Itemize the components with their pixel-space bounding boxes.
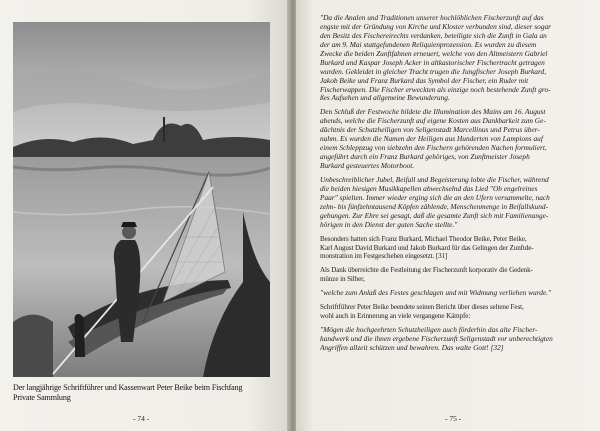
caption-line: Der langjährige Schriftführer und Kassenwart Peter Beike beim Fischfang — [13, 383, 243, 392]
text-line: Angriffen allzeit schützen und bewahren. Das walte Gott! [32] — [320, 343, 504, 352]
text-line: der am 9. Mai stattgefundenen Reliquienprozession. Es wurden zu diesem — [320, 40, 537, 49]
text-line: nahm. Es wurden die Namen der Heiligen aus Hunderten von Lampions auf — [320, 135, 543, 144]
text-line: Jakob Beike und Franz Burkard das Symbol der Fischer, ein Ruder mit — [320, 76, 529, 85]
text-line: hörigen in den Dienst der guten Sache stellte." — [320, 220, 458, 229]
text-line: Zwecke die beiden Zunftfahnen erneuert, welche von den Altmeistern Gabriel — [320, 49, 548, 58]
text-line: Burkard gesteuertes Motorboot. — [320, 162, 415, 170]
right-page-text — [320, 14, 588, 353]
text-line: wurden. Gekleidet in gleicher Tracht trugen die Jungfischer Joseph Burkard, — [320, 67, 547, 76]
caption-line: Private Sammlung — [13, 393, 71, 403]
text-line: monstration im Festgeschehen eingesetzt. [31] — [320, 252, 448, 261]
fisherman-photo-image — [13, 22, 270, 377]
text-line: Schriftführer Peter Beike beendete seinen Bericht über dieses seltene Fest, — [320, 303, 524, 312]
text-line: münze in Silber, — [320, 275, 365, 284]
left-page — [0, 0, 290, 431]
text-line: Karl August David Burkard und Jakob Burkard für das Gelingen der Zunftde- — [320, 243, 534, 252]
body-paragraph — [320, 266, 588, 284]
text-line: Als Dank überreichte die Festleitung der Fischerzunft korporativ die Gedenk- — [320, 266, 533, 275]
quoted-paragraph — [320, 108, 588, 171]
text-line: Den Schluß der Festwoche bildete die Illumination des Mains am 16. August — [320, 108, 546, 117]
text-line: Unbeschreiblicher Jubel, Beifall und Begeisterung lobte die Fischer, während — [320, 175, 549, 184]
text-line: Fischerwappen. Die Fischer erweckten als einzige noch bestehende Zunft gro- — [320, 85, 551, 94]
text-line: Besonders hatten sich Franz Burkard, Michael Theodor Beike, Peter Beike, — [320, 234, 527, 243]
text-line: "Da die Analen und Traditionen unserer hochlöblichen Fischerzunft auf das — [320, 14, 544, 22]
quoted-paragraph — [320, 326, 588, 353]
body-paragraph — [320, 303, 588, 321]
text-line: dächtnis der Schutzheiligen von Seligenstadt Marcellinus und Petrus über- — [320, 126, 540, 135]
text-line: gebungen. Zur Ehre sei gesagt, daß die gesamte Zunft sich mit Familienange- — [320, 211, 549, 220]
text-line: Paar" spielten. Immer wieder erging sich die an den Ufern versammelte, nach — [320, 193, 550, 202]
quoted-paragraph — [320, 289, 588, 298]
quoted-paragraph — [320, 14, 588, 103]
text-line: "Mögen die hochgeehrten Schutzheiligen auch förderhin das alte Fischer- — [320, 326, 538, 335]
text-line: abends, welche die Fischerzunft auf eigene Kosten aus Dankbarkeit zum Ge- — [320, 117, 546, 126]
text-line: Burkard und Kaspar Joseph Acker in altkastorischer Fischertracht getragen — [320, 58, 545, 67]
page-number-left: - 74 - — [133, 414, 150, 423]
fisherman-photo — [13, 22, 270, 377]
photo-caption — [13, 383, 275, 403]
text-line: angeführt durch ein Franz Burkard gehöriges, von Zunftmeister Joseph — [320, 153, 530, 162]
page-number-right: - 75 - — [445, 414, 462, 423]
body-paragraph — [320, 235, 588, 262]
text-line: engste mit der Gründung von Kirche und Kloster verbunden sind, dieser sogar — [320, 22, 552, 31]
text-line: einem Schleppzug von siebzehn den Fischern gehörenden Nachen formuliert, — [320, 144, 547, 153]
text-line: ßes Aufsehen und allgemeine Bewunderung. — [320, 94, 450, 103]
text-line: zehn- bis fünfzehntausend Köpfen zählende, Menschenmenge in Beifallskund- — [320, 202, 549, 211]
text-line: die beiden hiesigen Musikkapellen abwechselnd das Lied "Oh engelreines — [320, 184, 538, 193]
quoted-paragraph — [320, 176, 588, 230]
text-line: "welche zum Anlaß des Festes geschlagen und mit Widmung verliehen wurde." — [320, 289, 552, 298]
text-line: den Besitz des Fischereirechts verdanken, beteiligte sich die Zunft in Gala an — [320, 31, 547, 40]
text-line: wohl auch in Erinnerung an viele vergangene Kämpfe: — [320, 312, 471, 321]
text-line: handwerk und die ihnen ergebene Fischerzunft Seligenstadt vor unberechtigten — [320, 335, 553, 343]
